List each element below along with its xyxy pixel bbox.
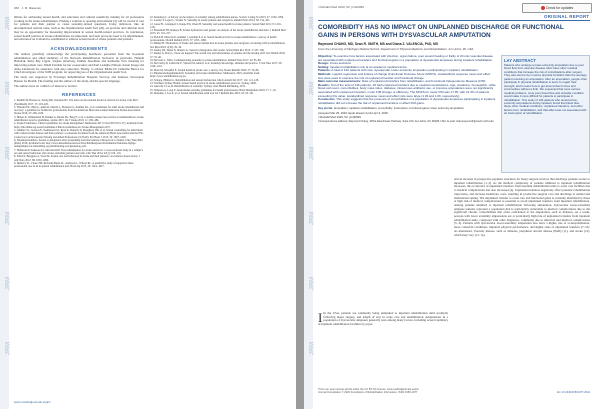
methods-text: Logistic regression and indices of change (Functional Outcome Score (MOFS), standardized response mean and effect size were used to examine the role of unplanned transfer and functional change. [318,71,491,80]
reference-item: 13. Brassfield HT, Ramsey B. Sexual dysfunction and gender: an analysis of the stroke rehabilitation literature. J Rehabil Med 2013; 45: 101–107. [150,29,286,36]
reference-item: 11. Goedet T, Lopez L, Stryker N. Sexuality in stroke patients and caregivers. Rehabil Nurs 2014; 39: 154–161. [150,19,271,23]
reference-item: 20. Horn M, Schoeffel E. Sexual health in stroke care: a survey. Top Stroke Rehabil 2020; 27: 79–86. [150,68,259,72]
reference-item: 19. McCarthy D, Lamarche E, Vincent M, Anne P, et al. Sexuality knowledge, attitudes and practice. J Clin Nurs 2017; 26: 1109–1116. [150,62,283,69]
reference-item: 6. Veneman-Dombers. Sexual re-integration after strokedding and interventions Chiropractic to family. Clin (Ther) Biol (Paris) 2016; Available from: http://www.helsedirektoratet.no/Lists/Publikasjoner/Attachments/Nationale-faglige-retningslinjer-for-behandling-og-rehabilitering-ved-hjerneslag-.pdf. [14,138,143,149]
reference-item: 5. Glimber SC, Jackson E, Tsakiasterri GJ, Ryan K, Doherty D, Dougherty DR, et al. Sexual counselling for individuals with cardiovascular disease and their partners: a consensus document from the American Heart Association and the ESC Council on Cardiovascular Nursing and Allied Professions (CCNAP). Eur Heart J 2013; 34: 1607–1620. [14,128,144,139]
running-authors: J. M. Masenko [21,6,42,10]
reference-item: 17. Reuter A, Perry L. Does sex happen? The sexual role and relationships of patients and the nursing staff. Sex Disabil 2019; 37: 35–46. [150,52,286,59]
reference-item: 16. Kelley DS, Deniz N, Shapiro G. Sexual re-integration after stroke. Sexual Med Rev 2015; 3: 187–196. [150,48,265,52]
ack-text: The authors gratefully acknowledge the participating healthcare personnel from the in-patient rehabilitation and allied members of the Network Rehabilitation Sectional, in particular, Hannah Hubalcik, Ruby Bay Lipple, Varjuse Otterberg, Jimmie Zuechiner and Katharine Viva meaning for improving patient care; Dinah Fondant for her cooperation; and Paul Ladaghe-Nilsson, Karen Kropp and Anna Lindstrom for assistance with data collection. Finally, to advisor Birthe Dr Catherine Barrel, for Chief investigator of the SOB program, for approving use of the Organisational Audit Tool. [14,51,144,75]
reference-item: 14. Fields B, Mascola P, Gemmel J, Giardini P, et al. Sexual health practice in stroke rehabilitation: a survey of health professionals. Disabil Rehabil 2015; 37: 1055–1060. [150,35,277,43]
reference-item: 12. Jones EL, Gianguzzi J, Kaupe Fdt, Olsen H. Sexuality and sexual health in stroke patients. Sexual Med 2011; 8: 1219–1231. [150,22,282,29]
article-affiliation: From the University of Michigan Medical School, Department of Physical Medicine and Rehabilitation, Ann Arbor, MI, USA [318,47,474,51]
body-text: bilities for addressing sexual health, and education and cultural sensitivity training for all professions working in the stroke rehabilitation. Finding a solution to opening environment (9) will be crucial if care for patients and their partner to cause sexuality-related questions. Using indicators, like an uncomplicated referral route, such as the Organisational Audit Tool (26), on provider and clinician level may be an opportunity for measuring improvement in sexual health-related practices. In conclusion, sexual health policies in stroke rehabilitation are important, and such protocols need to be implemented, and education on it should be established to address sexual needs of stroke patients and partners. [14,15,144,42]
patients-label: Patients: [318,68,331,73]
reference-item: 24. Ausvolk T, Lee R. Rehabilitation of sexuality. Sydney: Aust Health Publishing, 2015. [150,85,246,89]
patients-text: A total of 136 patients with new, dysvascular, lower-extremity amputation participating in inpatient rehabilitation. [331,68,479,73]
setting-text: Inpatient rehabilitation unit at an academic medical centre. [330,64,408,69]
side-mark: JRM [4,16,12,31]
reference-item: 26. Masenko J, Lee K, et al. Sexual rehabilitation audit tool. Int J Rehabil Res 2019; 42: 95–101. [150,91,255,95]
side-mark: JRM [4,341,12,356]
page-number: 366 [14,6,20,10]
reference-item: 7. Hellstrom P, Isaksson AS, Mervnus KM. Non-rehabilitation for stroke survivors: a cross-sectional study in a sample's sex and sexual behaviour after stroke, including partners and wife. Clin Ther 2014; 22(1): 106–110. [14,148,143,155]
lay-abstract-heading: LAY ABSTRACT [504,58,536,63]
abstract [318,55,496,124]
keywords-label: Key words: [318,106,334,111]
reference-item: 8. Sahel N, Berggren A, Swan M. Sexual care and behaviour in stroke and their partners: an evidence-based survey. J Adv Nurs 2012; 68: 1050–1060. [14,155,140,162]
license-text: This is an open access article under the CC BY-NC license. www.medicaljournals.se/jrm [318,388,419,391]
conclusion-label: Conclusion: [318,97,336,102]
intro-column-right: and an increase in prospective payment structures for many surgical services that discharge patients sooner to inpatient rehabilitation (1–3). As the medical complexity of patients admitted to inpatient rehabilitation increases, the occurrence of unplanned transfers from inpatient rehabilitation units to acute care facilities due to medical complications has also increased (4). Unplanned transfers negatively affect patients' rehabilitation trajectories, and increase healthcare costs, resulting in productive surgical care and discharge to skilled and institutional setting. The unplanned transfer to acute care and functional gains is currently identified by those at high risk of medical complications is essential to avoid unplanned transfers from inpatient rehabilitation. Among patients admitted to inpatient rehabilitation following amputation, dysvascular lower-extremity amputee patients represent a population that is particularly vulnerable to medical complications due to the significant chronic comorbidities that often contributed to the amputation, such as diabetes. As a result, persons with lower extremity amputations are at particularly high risk of unplanned transfers from inpatient rehabilitation units, compared with other diagnoses, commonly due to infection and medical complications (5, 6). Patients with dysvascular lower-extremity amputation also have a higher rate of re-hospitalization, more comorbid conditions, impaired physical performance, and higher rates of unplanned transfers (7–10). As mentioned, Vascular disease, such as diabetes, peripheral arterial disease (PAD) (11), and stroke (12), which may vary (13, 14). [454,177,590,237]
header-rule [318,20,590,21]
side-mark: JRM [308,211,316,226]
outcome-label: Main outcome measurements: [318,79,362,84]
check-updates-badge[interactable] [522,3,592,13]
journal-compilation: Journal Compilation © 2020 Foundation of Rehabilitation Information. ISSN 1650-1977 [318,391,418,394]
reference-item: 23. Northern Sydney Health. Sexual health practice in stroke rehabilitation protocol. Sydney, 2020. [150,81,257,85]
outcome-text: Rate of unplanned transfers from rehabilitation, and Functional Independence Measure (FIM). [362,79,487,84]
article-authors: Raymond CHANG, MD, Sean R. SMITH, MS and Diana Z. VALENCIA, PhD, MS [318,42,439,46]
side-mark: JRM [4,146,12,161]
design-label: Design: [318,61,330,66]
badge-icon [541,6,545,10]
reference-item: 18. McLean L, Tibbs. Communicating sexuality in stroke rehabilitation. Rehabil Nurs 2017; 42: 85–89. [150,58,262,62]
lay-abstract-text: Patients who undergo a lower-extremity amputation due to poor blood flow from vascular disease often have other medical conditions that increase the risk of complications after surgery. They also tend to be in worse physical condition than the average patient receiving an amputation. After an amputation, people often participate in physical rehabilitation to learn to regain their strength, and to learn how to get around their homes and communities without a limb. We suspected that more serious medical problems, more poor blood flow and unstable condition would make it more difficult for patients to participate in rehabilitation. This study of 136 patients who received low-extremity amputations during inpatient found that blood flow, these other medical conditions, unplanned transfers, and other factors from rehabilitation, and that effect was not associated with an interruption of rehabilitation. [504,63,587,116]
ack-coi: The authors have no conflicts of interest to declare. [14,83,78,88]
reference-item: 10. Ronnberg C. A Survey on the subject of sexuality among rehabilitation nurses. Scand J Caring Sci 2013; 27: 1050–1059. [150,16,284,19]
journal-header: J Rehabil Med 2020; 52: jrm00099 [318,5,364,9]
side-mark: JRM [308,16,316,31]
side-mark: JRM [4,276,12,291]
accepted-date: Accepted Mar 25, 2020; Epub ahead of print Apr 9, 2020 [318,110,388,115]
left-page [0,0,296,409]
doi-link[interactable]: doi: 10.2340/16501977-2644 [556,391,590,394]
objective-text: To examine how factors associated with infection, organ failure, poor wound healing or frailty of chronic vascular disease are associated with unplanned transfers and functional gains in a population of dysvascular amputees during inpatient rehabilitation. [318,54,493,62]
conclusion-text: This study suggests that the presence of comorbidities in a population of dysvascular amputees participating in inpatient rehabilitation did not increase the risk of unplanned transfers or affect FIM gains. [318,97,496,105]
intro-column-left [318,312,448,327]
intro-text: In the USA, patients are commonly being unmarked to inpatient rehabilitation units promptly following major surgery, and length of stay in acute care and rehabilitation. Amputations in a population of dysvascular amputees generally rests among many factors, including several summary of inpatient rehabilitation facilities by payer. [318,311,448,327]
reference-item: 2. Wheeler DC, Heru L, Amin D, Darrell L, Ebenezer G, Kamma KL, et al. Guidelines for adult stroke rehabilitation and recovery: a guideline for healthcare professionals from the American Heart Association/American Stroke Association. Stroke 2016; 47: e98–e169. [14,105,144,116]
side-mark: JRM [308,81,316,96]
references-list-left [14,99,144,168]
results-label: Results: [318,82,330,87]
objective-label: Objective: [318,54,333,58]
ack-heading: ACKNOWLEDGEMENTS [50,45,108,51]
reference-item: 15. Bittker H. Moderation of Stroke and sexual dysfunction in stroke patients and caregivers, in nursing staff in rehabilitation. Sex Med 2018; 2(10): 29–36. [150,42,286,49]
side-mark: JRM [308,341,316,356]
references-heading: REFERENCES [61,92,96,98]
side-mark: JRM [308,146,316,161]
ack-funding: The study was supported by Stavanger Rehabilitation Hospital, Norway, and Sunnaas, Norwegian Bureau for Health. The funding and the authors of the study, and the special language. [14,75,144,83]
right-page [304,0,600,409]
article-title: COMORBIDITY HAS NO IMPACT ON UNPLANNED DISCHARGE OR FUNCTIONAL GAINS IN PERSONS WITH DYSVASCULAR AMPUTATION [318,24,564,39]
left-column [14,16,144,168]
design-text: Cross-sectional. [329,61,352,66]
left-header [14,6,41,10]
reference-item: 3. Hebert K, Zimmerman H, Kielker A, Russia PG, Berg E, et al. Canadian stroke best practice recommendations: stroke rehabilitation practice guidelines, update 2015. Int J Stroke 2016; 11: 459–484. [14,115,144,123]
drop-cap: I [318,310,323,325]
reference-item: 9. Dunlavy SL, Chase TM, Richards-Bunn AL, Anderson L, Wilson RL. A qualitative study of supportive inter-professional care in an in-patient rehabilitation unit. Brain Inj 2015; 29: 1614–1627. [14,161,134,169]
setting-label: Setting: [318,64,330,69]
reference-item: 25. Simpson G, Long E. Australasian sexuality guidelines for health professionals. Brain Impairment 2016; 17: 1–16. [150,88,277,92]
reference-item: 4. Stroke Foundation. Clinical guidelines for stroke management. Melbourne 2017 [cited 2019 Nov 27]. Available from: https://informme.org.au/en/Guidelines/Clinical-Guidelines-for-Stroke-Management-2017. [14,122,144,129]
side-mark: JRM [308,276,316,291]
reference-item: 1. Rashidi M, Baraere A, Young DR, Salomon RS. The latest on the national model of referral for stroke. Clin Med (Northfield) 2017; 17: 218–220. [14,99,138,106]
lay-abstract-box [501,55,590,173]
side-mark: JRM [4,81,12,96]
methods-label: Methods: [318,71,332,76]
left-footer-url[interactable]: www.medicaljournals.se/jrm [14,400,52,404]
correspondence: Correspondence address: Raymond Chang, 325 E Eisenhower Parkway, Suite 100, Ann Arbor, MI, 48108, USA. E-mail: chaneraymond@med.umich.edu [318,120,494,124]
citation: J Rehabil Med 2020; 52: jrm00099 [318,114,361,119]
right-footer [318,388,590,394]
reference-item: 22. Schopp, Hilman G. Rehabilitation and sexual dysfunction. Dtsch Arztebl Int 2017; 114: 121–128. [150,78,259,82]
article-type-label: ORIGINAL REPORT [544,14,590,19]
keywords-text: amputation; inpatient rehabilitation; comorbidity; interruption; functional gains; lower extremity amputation. [333,106,465,111]
side-mark: JRM [4,211,12,226]
reference-item: 21. Bundesarbeitsgemeinschaft. Sexuality and stroke rehabilitation. Melbourne, 2016; Available from: https://www.rehabilitation.org.au. [150,72,260,79]
badge-label: Check for updates [545,6,574,10]
references-list-right [150,16,286,95]
results-text: Out of the total of 136 patients, 18 had unplanned transfers due to medical complications. Age, creatinine, hemoglobin, white blood cell count, comorbidities, body mass index, diabetes, intravenous antibiotic use, or previous amputations were not significantly associated with unplanned transfers, motor FIM change or efficiency. The MOFS for motor FIM was 17.95, with 21.3% of patients exceeding this value; standardized response mean and effect size were large (1.03 and 1.09, respectively). [318,82,496,98]
